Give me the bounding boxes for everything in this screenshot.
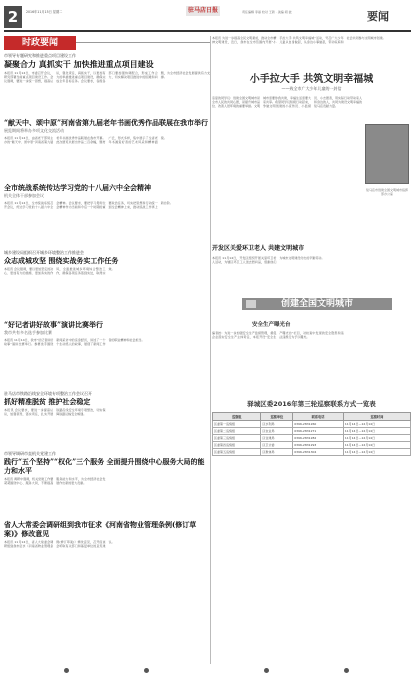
article-body: 本报讯 调研中强调，机关党建工作要紧紧围绕中心、服务大局，不断提高服务能力和水平，为全市经济社会发展作出新的更大贡献。: [4, 477, 106, 486]
table-cell: 区住建局: [261, 435, 293, 442]
photo-caption: 驻马店市创建全国文明城市指挥部办公室: [365, 188, 408, 196]
header-rule: [4, 30, 411, 32]
article-body: 本报讯 11月14日，我市“好记者讲好故事”演讲比赛举行。参赛选手围绕新闻采访中的亲身经历，讲述了一个个生动感人的故事，展现了新闻工作者的职业精神和社会担当。: [4, 338, 145, 347]
schedule-section: [212, 399, 411, 456]
mid-article: [212, 244, 411, 294]
table-row: [213, 449, 411, 456]
article-body: 本报讯 11月14日，全市统战系统召开会议，传达学习党的十八届六中全会精神。会议要求，要把学习贯彻全会精神作为当前和今后一个时期的重要政治任务，切实把思想和行动统一到全会精神上来，推动统战工作再上新台阶。: [4, 201, 173, 210]
table-cell: 11月14日—12月14日: [343, 449, 410, 456]
table-cell: 区水利局: [261, 421, 293, 428]
civ-banner-text: 创建全国文明城市: [280, 299, 353, 309]
letter-title: 小手拉大手 共筑文明幸福城: [249, 74, 374, 85]
paper-logo: 驻马店日报: [187, 7, 218, 14]
politics-banner: 时政要闻: [4, 36, 76, 50]
table-cell: 区农业局: [261, 428, 293, 435]
article-kicker: 城乡建设局组织召开城乡环境整治工作推进会: [4, 250, 84, 255]
article-2: [4, 118, 210, 180]
table-cell: 区教体局: [261, 449, 293, 456]
registration-mark: [344, 668, 349, 673]
table-cell: 0396-2831304: [293, 449, 344, 456]
registration-mark: [144, 668, 149, 673]
table-row: [213, 421, 411, 428]
civ-banner-wrap: [212, 298, 411, 312]
registration-mark: [264, 668, 269, 673]
flag-icon: [246, 300, 256, 308]
table-cell: 区委第二巡察组: [213, 428, 261, 435]
article-subhead: 机关全体干部参加会议: [4, 193, 44, 198]
article-headline: 践行“五个坚持”“权化”三个服务 全面提升围绕中心服务大局的能力和水平: [4, 457, 205, 475]
table-cell: 11月14日—12月14日: [343, 442, 410, 449]
column-divider: [210, 36, 211, 664]
article-kicker: 驻马店市铁路沿线安全环境专项整治工作会议召开: [4, 391, 92, 396]
article-headline: “献天中、颂中原”河南省第九届老年书画优秀作品联展在我市举行: [4, 118, 209, 127]
campaign-photo: [365, 124, 409, 184]
civilized-city-banner: [242, 298, 392, 310]
table-cell: 区委第四巡察组: [213, 442, 261, 449]
intro-text: 本报讯 为进一步提高全民文明素质，推动全市精神文明建设，近日，我市在全市范围内开展“小手拉大手 共筑文明幸福城”活动，号召广大少年儿童从自身做起，从身边小事做起，带动家庭和社会共同参与文明城市创建。: [212, 36, 386, 45]
table-cell: 11月14日—12月14日: [343, 435, 410, 442]
schedule-table: [212, 412, 411, 456]
table-cell: 区委第一巡察组: [213, 421, 261, 428]
letter-body: 亲爱的同学们：创建全国文明城市是全市人民的共同心愿，是提升城市品位、改善人居环境的重要举措。文明城市需要你我共建，幸福生活需要大家共享。希望同学们积极行动起来，争做文明创建的小宣传员、小监督员、小志愿者，用实际行动带动家人和身边的人，共同为建设文明幸福的驻马店贡献力量。: [212, 96, 362, 109]
article-subhead: 展览期间将举办多项文化交流活动: [4, 128, 64, 133]
article-kicker: 市领导调研市直机关党建工作: [4, 451, 56, 456]
schedule-title: 驿城区委2016年第三轮巡察联系方式一览表: [247, 400, 376, 408]
article-body: 本报讯 11月14日，由省老干部局主办的“献天中、颂中原”河南省第九届老年书画优秀作品联展在我市开幕。此次展览共展出作品二百余幅，题材广泛，形式多样，集中展示了全省老年书画爱好者的艺术风采和精神面貌。: [4, 136, 167, 145]
article-headline: 众志成城攻坚 围绕实战务实工作任务: [4, 256, 119, 265]
article-3: [4, 183, 210, 247]
right-column: [212, 36, 411, 456]
table-cell: 0396-2831293: [293, 442, 344, 449]
article-1: [4, 53, 210, 115]
left-column: [4, 36, 210, 582]
table-row: [213, 428, 411, 435]
article-headline: 抓好精准脱贫 推护社会稳定: [4, 397, 91, 406]
letter-subtitle: ——致全市广大少年儿童的一封信: [281, 86, 342, 91]
table-cell: 0396-2831271: [293, 428, 344, 435]
page-header: [4, 4, 411, 34]
table-header-row: [213, 413, 411, 421]
table-cell: 区卫计委: [261, 442, 293, 449]
print-marks: [4, 668, 411, 673]
article-body: 本报讯 会议要求，要进一步提高认识，加强领导，落实责任，扎实开展铁路沿线安全环境专项整治，切实保障铁路运输安全畅通。: [4, 408, 106, 417]
table-cell: 区委第五巡察组: [213, 449, 261, 456]
article-subhead: 我市共有多名选手参加比赛: [4, 330, 52, 335]
article-7: [4, 451, 210, 517]
table-row: [213, 442, 411, 449]
article-4: [4, 250, 210, 317]
registration-mark: [64, 668, 69, 673]
safety-title: 安全生产曝光台: [252, 322, 291, 328]
article-headline: “好记者讲好故事”演讲比赛举行: [4, 320, 104, 329]
article-kicker: 市领导专题研究和推进重点项目建设工作: [4, 53, 76, 58]
safety-section: [212, 320, 411, 389]
article-6: [4, 391, 210, 448]
article-headline: 凝聚合力 真抓实干 加快推进重点项目建设: [4, 59, 154, 69]
table-cell: 0396-2831260: [293, 421, 344, 428]
article-5: [4, 320, 210, 388]
table-cell: 0396-2831282: [293, 435, 344, 442]
table-cell: 11月14日—12月14日: [343, 428, 410, 435]
article-body: 本报讯 会议强调，要以更加坚定的决心、更加有力的措施、更加务实的作风，全面推进城乡环境综合整治工作，确保各项任务落到实处，取得实效。: [4, 267, 115, 276]
section-title: 要闻: [367, 10, 389, 23]
page-number: 2: [4, 6, 22, 28]
col-header: 巡察组: [213, 413, 261, 421]
table-cell: 区委第三巡察组: [213, 435, 261, 442]
issue-date: 2016年11月15日 星期二: [26, 10, 63, 14]
article-8: [4, 520, 210, 582]
col-header: 巡察单位: [261, 413, 293, 421]
letter-title-block: [212, 70, 411, 92]
article-body: 本报讯 11月14日，省人大常委会调研组到我市征求《河南省物业管理条例(修订草案)》修改意见，召开座谈会听取有关部门和基层单位的意见建议。: [4, 540, 115, 549]
mid-body: 本报讯 11月14日，开发区组织开展关爱环卫老人活动，为辖区环卫工人送去慰问品，感谢他们为城市文明建设付出的辛勤劳动。: [212, 256, 325, 265]
article-headline: 全市统战系统传达学习党的十八届六中全会精神: [4, 183, 151, 192]
col-header: 联系电话: [293, 413, 344, 421]
letter-block: [212, 96, 411, 234]
article-body: 本报讯 11月14日，市委召开会议，研究部署当前重点项目建设工作。会议强调，要进一步统一思想，提高认识，强化责任，真抓实干，以更加有力的举措推进重点项目建设，确保完成全年目标任务。会议要求，各级各部门要加强协调配合，形成工作合力，切实解决项目推进中的困难和问题，为全市经济社会发展提供有力支撑。: [4, 71, 210, 84]
safety-body: 编者按：为进一步加强安全生产监督管理，督促企业落实安全生产主体责任，本报开设“安全生产曝光台”栏目，对检查中发现的安全隐患和违法违规行为予以曝光。: [212, 331, 344, 340]
table-row: [213, 435, 411, 442]
mid-headline: 开发区关爱环卫老人 共建文明城市: [212, 245, 305, 252]
col-header: 巡察时间: [343, 413, 410, 421]
editor-credits: 责任编辑 李丽 校对 王新 · 美编 胡 波: [242, 10, 292, 14]
article-headline: 省人大常委会调研组到我市征求《河南省物业管理条例(修订草案)》修改意见: [4, 520, 197, 538]
table-cell: 11月14日—12月14日: [343, 421, 410, 428]
